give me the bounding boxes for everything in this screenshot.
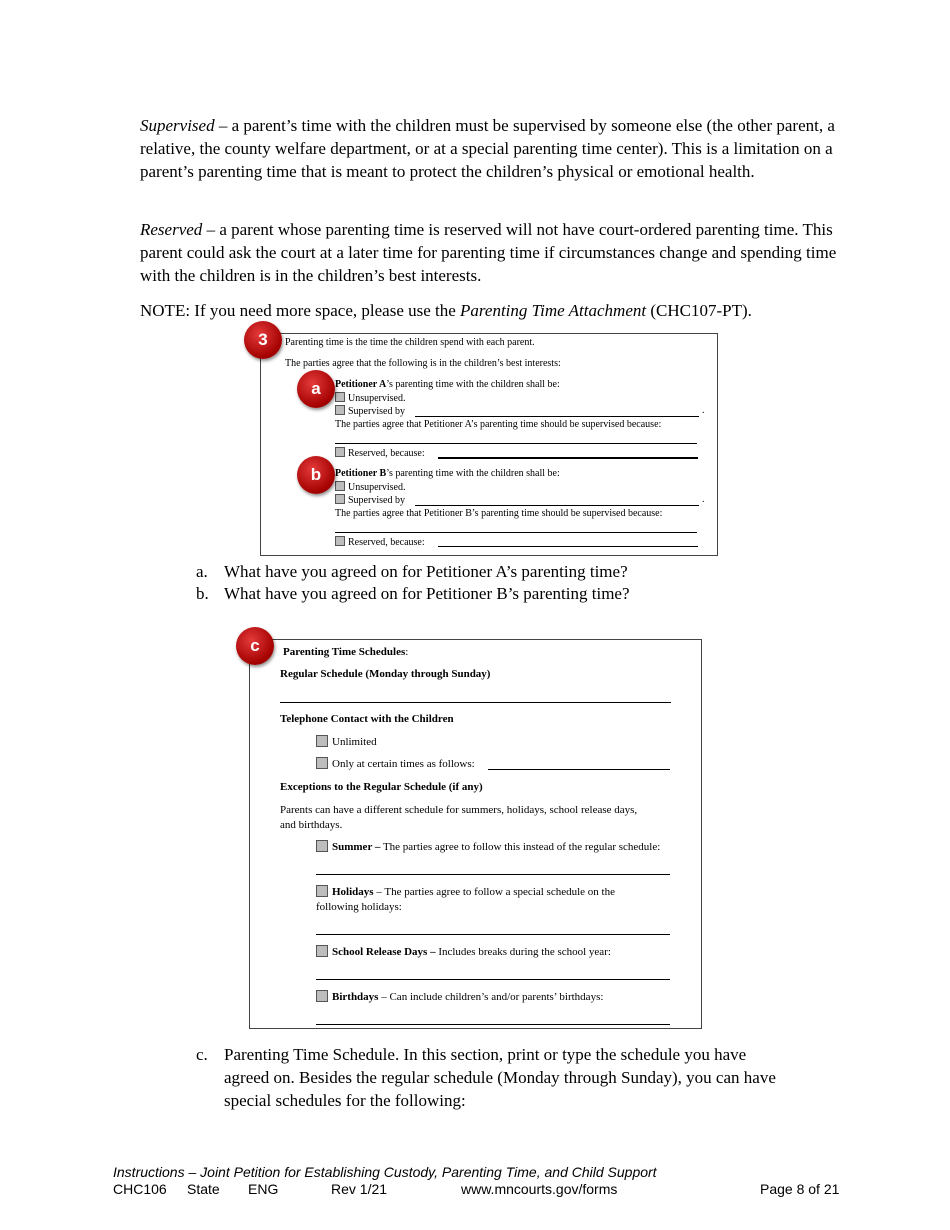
petitioner-a-reserved-option: Reserved, because: bbox=[335, 447, 425, 460]
checkbox-icon bbox=[335, 536, 345, 546]
fill-line bbox=[316, 1024, 670, 1025]
exceptions-description-line2: and birthdays. bbox=[280, 819, 343, 831]
note: NOTE: If you need more space, please use the Parenting Time Attachment (CHC107-PT). bbox=[140, 301, 752, 320]
fill-line bbox=[415, 416, 699, 417]
step-badge-b: b bbox=[297, 456, 335, 494]
footer-revision: Rev 1/21 bbox=[331, 1181, 388, 1197]
fill-line bbox=[438, 457, 698, 459]
birthdays-option: Birthdays – Can include children’s and/or parents’ birthdays: bbox=[316, 990, 603, 1004]
checkbox-icon bbox=[335, 392, 345, 402]
petitioner-b-heading: Petitioner B’s parenting time with the children shall be: bbox=[335, 468, 560, 479]
definition-supervised bbox=[140, 114, 840, 183]
fill-line bbox=[335, 532, 697, 533]
petitioner-b-supervised-option: Supervised by bbox=[335, 494, 405, 507]
summer-option: Summer – The parties agree to follow this instead of the regular schedule: bbox=[316, 840, 660, 854]
fill-line bbox=[280, 702, 671, 703]
checkbox-icon bbox=[316, 990, 328, 1002]
step-badge-a: a bbox=[297, 370, 335, 408]
form-excerpt-schedules bbox=[249, 639, 702, 1029]
footer-form-number: CHC106 bbox=[113, 1181, 167, 1197]
telephone-heading: Telephone Contact with the Children bbox=[280, 713, 454, 725]
checkbox-icon bbox=[316, 945, 328, 957]
certain-times-option: Only at certain times as follows: bbox=[316, 757, 475, 771]
checkbox-icon bbox=[335, 405, 345, 415]
form-excerpt-parenting-time: Parenting time is the time the children spend with each parent. The parties agree that the following is in the children’s best interests: Petitioner A’s parenting time with the children shall be: Unsupervised. Supervised by . The parties agree that Petitioner A’s parenting time should be supervised because: Reserved, because: Petitioner B’s parenting time with the children shall be: Unsupervised. Supervised by . The parties agree that Petitioner B’s parenting time should be supervised because: Reserved, because: bbox=[260, 333, 718, 556]
fill-line bbox=[316, 979, 670, 980]
footer-language: ENG bbox=[248, 1181, 279, 1197]
regular-schedule-heading: Regular Schedule (Monday through Sunday) bbox=[280, 668, 491, 680]
checkbox-icon bbox=[316, 840, 328, 852]
petitioner-a-heading: Petitioner A’s parenting time with the children shall be: bbox=[335, 379, 560, 390]
footer-page-number: Page 8 of 21 bbox=[760, 1181, 840, 1197]
list-item-b-text: What have you agreed on for Petitioner B’s parenting time? bbox=[224, 584, 630, 603]
checkbox-icon bbox=[316, 735, 328, 747]
checkbox-icon bbox=[335, 447, 345, 457]
list-item-c-line3: special schedules for the following: bbox=[224, 1091, 466, 1110]
fill-line bbox=[316, 874, 670, 875]
step-badge-c: c bbox=[236, 627, 274, 665]
step-badge-3: 3 bbox=[244, 321, 282, 359]
fill-line bbox=[488, 769, 670, 770]
fill-line bbox=[335, 443, 697, 444]
petitioner-a-because: The parties agree that Petitioner A’s parenting time should be supervised because: bbox=[335, 419, 662, 430]
definition-reserved bbox=[140, 218, 840, 287]
checkbox-icon bbox=[335, 481, 345, 491]
checkbox-icon bbox=[316, 885, 328, 897]
petitioner-a-unsupervised-option: Unsupervised. bbox=[335, 392, 406, 405]
fill-line bbox=[438, 546, 698, 547]
definition-text: – a parent whose parenting time is reserved will not have court-ordered parenting time. This parent could ask the court at a later time for parenting time if circumstances change and spending time with the children is in the children’s best interests. bbox=[140, 220, 837, 285]
petitioner-b-reserved-option: Reserved, because: bbox=[335, 536, 425, 549]
term-reserved: Reserved bbox=[140, 220, 203, 239]
agree-text: The parties agree that the following is in the children’s best interests: bbox=[285, 358, 561, 369]
footer-title: Instructions – Joint Petition for Establishing Custody, Parenting Time, and Child Support bbox=[113, 1164, 657, 1180]
list-item-c-label: c. bbox=[196, 1045, 208, 1064]
petitioner-b-unsupervised-option: Unsupervised. bbox=[335, 481, 406, 494]
exceptions-description-line1: Parents can have a different schedule for summers, holidays, school release days, bbox=[280, 804, 638, 816]
list-item-a-label: a. bbox=[196, 562, 208, 581]
holidays-option-line2: following holidays: bbox=[316, 901, 402, 913]
exceptions-heading: Exceptions to the Regular Schedule (if any) bbox=[280, 781, 483, 793]
definition-text: – a parent’s time with the children must be supervised by someone else (the other parent, a relative, the county welfare department, or at a special parenting time center). This is a limitation on a parent’s parenting time that is meant to protect the children’s physical or emotional health. bbox=[140, 116, 835, 181]
list-item-a-text: What have you agreed on for Petitioner A’s parenting time? bbox=[224, 562, 628, 581]
footer-url: www.mncourts.gov/forms bbox=[461, 1181, 618, 1197]
fill-line bbox=[415, 505, 699, 506]
footer-state: State bbox=[187, 1181, 220, 1197]
petitioner-b-because: The parties agree that Petitioner B’s parenting time should be supervised because: bbox=[335, 508, 663, 519]
unlimited-option: Unlimited bbox=[316, 735, 377, 749]
checkbox-icon bbox=[335, 494, 345, 504]
term-supervised: Supervised bbox=[140, 116, 215, 135]
intro-text: Parenting time is the time the children spend with each parent. bbox=[285, 337, 535, 348]
checkbox-icon bbox=[316, 757, 328, 769]
list-item-c-line2: agreed on. Besides the regular schedule (Monday through Sunday), you can have bbox=[224, 1068, 776, 1087]
holidays-option: Holidays – The parties agree to follow a special schedule on the bbox=[316, 885, 615, 899]
school-release-option: School Release Days – Includes breaks during the school year: bbox=[316, 945, 611, 959]
attachment-name: Parenting Time Attachment bbox=[460, 301, 647, 320]
schedules-title: Parenting Time Schedules: bbox=[283, 646, 409, 658]
list-item-b-label: b. bbox=[196, 584, 209, 603]
fill-line bbox=[316, 934, 670, 935]
petitioner-a-supervised-option: Supervised by bbox=[335, 405, 405, 418]
list-item-c-line1: Parenting Time Schedule. In this section, print or type the schedule you have bbox=[224, 1045, 747, 1064]
